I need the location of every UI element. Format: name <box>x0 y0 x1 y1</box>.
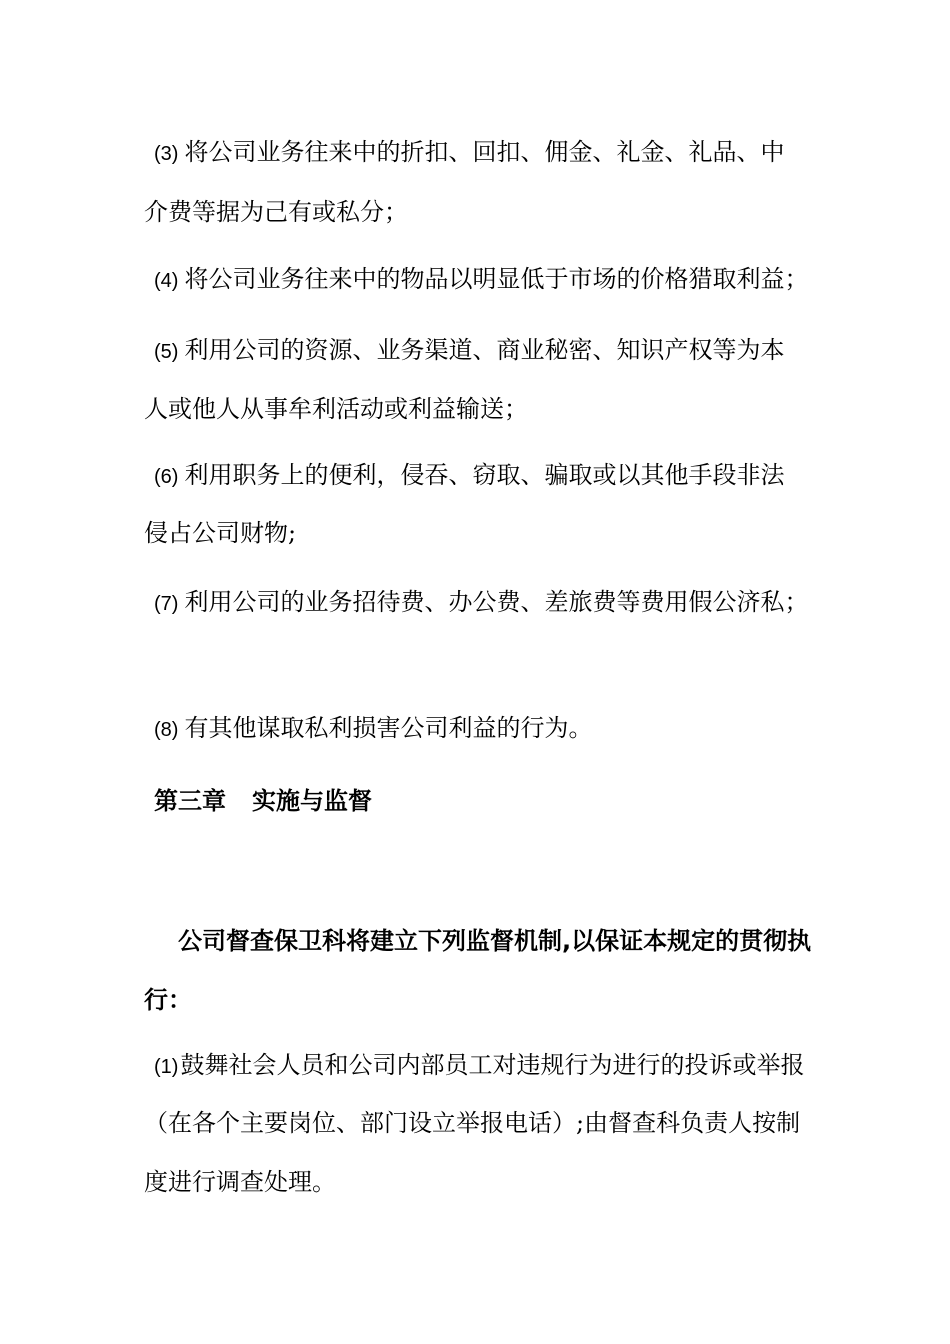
item-text: 利用公司的资源、业务渠道、商业秘密、知识产权等为本 <box>184 336 785 364</box>
intro-paragraph: 公司督查保卫科将建立下列监督机制,以保证本规定的贯彻执 <box>178 927 812 955</box>
item-number: (3) <box>154 143 179 165</box>
list-item-7 <box>154 587 808 619</box>
list-item-5 <box>154 335 784 367</box>
mechanism-item-1-continuation: （在各个主要岗位、部门设立举报电话）;由督查科负责人按制 <box>144 1109 801 1137</box>
list-item-3 <box>154 137 784 169</box>
item-number: (6) <box>154 466 179 488</box>
list-item-4 <box>154 264 808 296</box>
item-number: (4) <box>154 270 179 292</box>
item-number: (1) <box>154 1056 179 1078</box>
item-text: 有其他谋取私利损害公司利益的行为。 <box>184 714 593 742</box>
list-item-3-continuation: 介费等据为己有或私分； <box>144 198 408 226</box>
mechanism-item-1-continuation-2: 度进行调查处理。 <box>144 1168 336 1196</box>
chapter-label: 第三章 <box>154 787 226 815</box>
item-text: 利用职务上的便利，侵吞、窃取、骗取或以其他手段非法 <box>184 461 785 489</box>
chapter-title: 实施与监督 <box>252 787 372 815</box>
chapter-heading <box>154 786 372 816</box>
list-item-8 <box>154 713 592 745</box>
item-text: 将公司业务往来中的物品以明显低于市场的价格猎取利益； <box>184 265 809 293</box>
list-item-5-continuation: 人或他人从事牟利活动或利益输送； <box>144 395 528 423</box>
mechanism-item-1 <box>154 1050 804 1082</box>
item-number: (8) <box>154 719 179 741</box>
intro-paragraph-continuation: 行： <box>144 986 192 1014</box>
list-item-6-continuation: 侵占公司财物; <box>144 519 297 547</box>
item-number: (5) <box>154 341 179 363</box>
item-text: 将公司业务往来中的折扣、回扣、佣金、礼金、礼品、中 <box>184 138 785 166</box>
list-item-6 <box>154 460 784 492</box>
item-text: 鼓舞社会人员和公司内部员工对违规行为进行的投诉或举报 <box>180 1051 805 1079</box>
item-text: 利用公司的业务招待费、办公费、差旅费等费用假公济私； <box>184 588 809 616</box>
item-number: (7) <box>154 593 179 615</box>
